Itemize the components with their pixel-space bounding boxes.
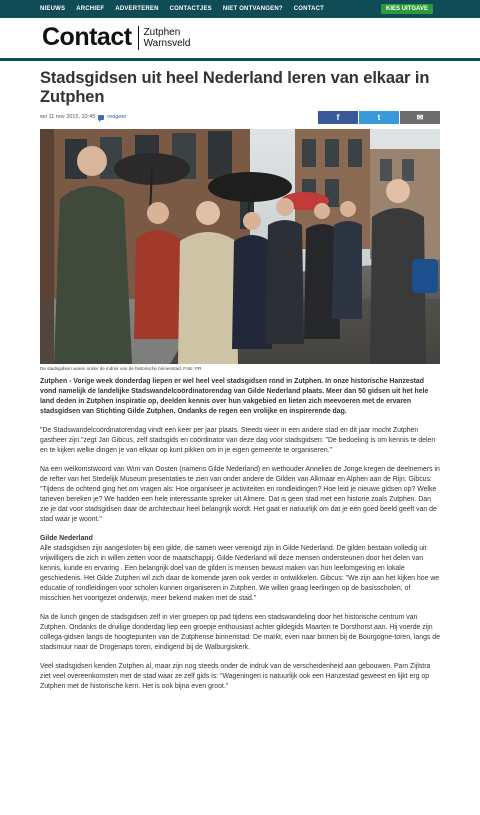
photo-caption: De stadsgidsen waren onder de indruk van de historische binnenstad. Foto: PR [40,366,202,371]
logo-subtitle [144,27,191,49]
nav-adverteren[interactable]: ADVERTEREN [115,6,159,12]
article-subheading: Gilde Nederland [40,535,93,542]
nav-contact[interactable]: CONTACT [293,6,325,12]
site-logo[interactable] [42,23,190,52]
article-paragraph-2: Na een welkomstwoord van Wim van Oosten (namens Gilde Nederland) en wethouder Annelies de Jonge kregen de deelnemers in de refter van het Stedelijk Museum presentaties te zien van onder andere de Gilden van Alkmaar en Alphen aan de Rijn. Gibcus: "Tijdens de ochtend ging het om vragen als: Hoe organiseer je activiteiten en rondleidingen? Hoe leid je nieuwe gidsen op? Welke tarieven bereken je? We hadden een hele interessante spreker uit Almere. Dat is geen stad met een historie zoals Zutphen. Dan zie je dat voor stadsgidsen daar de architectuur heel belangrijk wordt. Het gaat er natuurlijk om dat je een goed beeld geeft van de stad waar je woont." [40,466,440,523]
site-header [0,18,480,61]
mail-share-button[interactable]: ✉ [400,111,440,124]
article [40,69,440,692]
choose-edition-button[interactable]: KIES UITGAVE [381,4,433,14]
nav-archief[interactable]: ARCHIEF [76,6,105,12]
nav-niet-ontvangen[interactable]: NIET ONTVANGEN? [222,6,283,12]
logo-divider [138,26,139,50]
logo-wordmark: Contact [42,23,132,51]
article-paragraph-4: Na de lunch gingen de stadsgidsen zelf in vier groepen op pad tijdens een stadswandeling door het historische centrum van Zutphen. Ondanks de druilige donderdag liep een groepje enthousiast achter gildegids Maarten te Dorsthorst aan. Hij voerde zijn collega-gidsen langs de hoogtepunten van de Zutphense binnenstad: De markt, even naar binnen bij de Bourgogne-toren, langs de stadsmuur naar de Drogenaps toren, eindigend bij de Walburgiskerk. [40,614,440,651]
twitter-share-button[interactable]: t [359,111,399,124]
article-date: wo 11 nov 2015, 10:45 [40,114,96,120]
article-paragraph-1: "De Stadswandelcoördinatorendag vindt een keer per jaar plaats. Steeds weer in een andere stad en dit jaar mocht Zutphen gastheer zijn."zegt Jan Gibcus, zelf stadsgids en coördinator van deze dag voor stadsgidsen: "De bedoeling is om kennis te delen en te kijken welke dingen je van elkaar op kunt pikken om in je eigen gemeente te organiseren." [40,427,436,454]
top-navigation [0,0,480,18]
logo-subtitle-line-1: Zutphen [143,26,181,38]
share-buttons [318,111,440,124]
article-paragraph-3: Alle stadsgidsen zijn aangesloten bij een gilde, die samen weer verenigd zijn in Gilde Nederland. De gilden bestaan volledig uit vrijwilligers die zich in willen zetten voor de maatschappij. Gilde Nederland wil deze mensen ondersteunen door het delen van kennis, kunde en ervaring . Een belangrijk doel van de gilden is mensen bewust maken van hun leefomgeving en lokale geschiedenis. Het Gilde Zutphen wil zich daar de komende jaren ook verder in ontwikkelen. Gibcus: "We zijn aan het kijken hoe we educatie of rondleidingen voor scholen kunnen organiseren in Zutphen. We willen graag leerlingen op de basisscholen, of misschien het voortgezet onderwijs, meer bekend maken met de stad." [40,545,440,602]
comment-icon[interactable] [98,115,104,120]
facebook-share-button[interactable]: f [318,111,358,124]
reageer-link[interactable]: reageer [107,114,127,120]
nav-nieuws[interactable]: NIEUWS [40,6,66,12]
article-title: Stadsgidsen uit heel Nederland leren van elkaar in Zutphen [40,69,430,106]
nav-contactjes[interactable]: CONTACTJES [169,6,212,12]
article-photo [40,129,440,364]
logo-subtitle-line-2: Warnsveld [143,37,191,49]
article-meta [40,114,126,120]
article-intro: Zutphen - Vorige week donderdag liepen er wel heel veel stadsgidsen rond in Zutphen. In onze historische Hanzestad vond namelijk de landelijke Stadswandelcoördinatorendag van Gilde Nederland plaats. Meer dan 50 gidsen uit het hele land deden in Zutphen inspiratie op, deelden kennis over hun vakgebied en lieten zich meevoeren met de ervaren stadsgidsen van Stichting Gilde Zutphen. Ondanks de regen een vrolijke en inspirerende dag. [40,378,429,415]
article-meta-row [40,111,440,127]
article-paragraph-5: Veel stadsgidsen kenden Zutphen al, maar zijn nog steeds onder de indruk van de verscheidenheid aan gebouwen. Pam Zijlstra ziet veel overeenkomsten met de stad waar ze zelf gids is: "Wageningen is natuurlijk ook een Hanzestad geweest en lijkt erg op Zutphen met de historische kern. Het is ook bijna even groot." [40,663,431,690]
